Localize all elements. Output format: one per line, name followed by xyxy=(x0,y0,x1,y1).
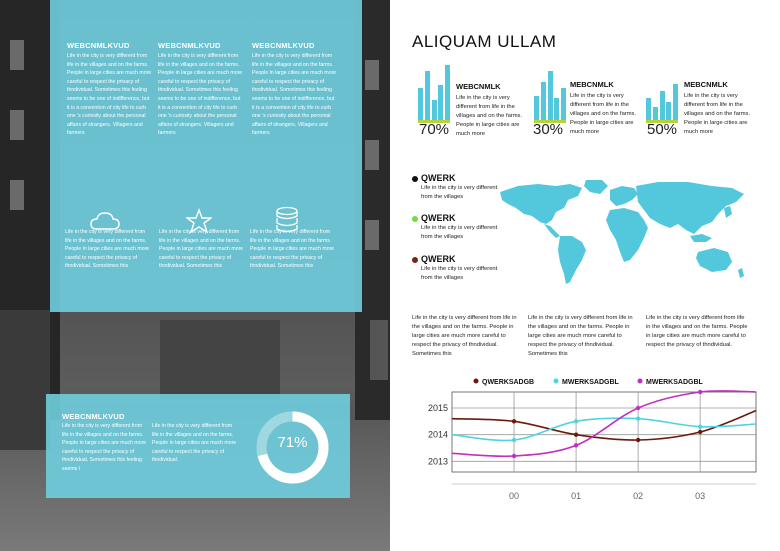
series-point xyxy=(698,430,702,434)
legend-label: QWERK xyxy=(421,213,456,223)
storefront xyxy=(0,310,50,450)
legend-text: Life in the city is very different from the villages xyxy=(421,225,498,240)
mini-bar xyxy=(561,88,566,120)
paragraph: Life in the city is very different from life in the villages and on the farms. People in large cities are much more careful to respect the privacy of thndividual. xyxy=(646,315,748,348)
icon-text: Life in the city is very different from life in the villages and on the farms. People in large cities are much more careful to respect the privacy of thndividual. Sometimes this xyxy=(65,229,150,270)
plot-frame xyxy=(452,392,756,472)
window xyxy=(365,60,379,90)
mini-bar xyxy=(673,84,678,120)
column-heading: WEBCNMLKVUD xyxy=(252,41,315,50)
legend-dot xyxy=(412,216,418,222)
mini-bar xyxy=(666,102,671,120)
paragraph: Life in the city is very different from life in the villages and on the farms. People in large cities are much more careful to respect the privacy of thndividual. Sometimes this xyxy=(412,315,517,357)
stat-percent: 30% xyxy=(533,121,564,138)
right-page xyxy=(390,0,780,551)
series-point xyxy=(636,438,640,442)
series-point xyxy=(636,406,640,410)
chart-legend-dot xyxy=(638,379,643,384)
mini-bar xyxy=(541,82,546,120)
series-point xyxy=(574,443,578,447)
stat-text: Life in the city is very different from life in the villages and on the farms. People in large cities are much more xyxy=(456,95,523,137)
series-point xyxy=(636,416,640,420)
x-tick-label: 01 xyxy=(571,491,582,501)
north-america xyxy=(500,184,582,224)
islands xyxy=(690,234,712,242)
stat-percent: 50% xyxy=(647,121,678,138)
mini-bar xyxy=(534,96,539,120)
mini-bar xyxy=(418,88,423,120)
window xyxy=(365,140,379,170)
chart-legend-label: MWERKSADGBL xyxy=(562,379,619,386)
y-tick-label: 2015 xyxy=(427,403,448,413)
column-heading: WEBCNMLKVUD xyxy=(67,41,130,50)
stat-heading: WEBCNMLK xyxy=(456,82,501,91)
mini-bar-chart xyxy=(534,66,566,120)
x-tick-label: 02 xyxy=(633,491,644,501)
series-point xyxy=(512,419,516,423)
x-tick-label: 03 xyxy=(695,491,706,501)
mini-bar xyxy=(425,71,430,120)
window xyxy=(10,180,24,210)
mini-bar xyxy=(554,98,559,120)
legend-text: Life in the city is very different from the villages xyxy=(421,185,498,200)
column-heading: WEBCNMLKVUD xyxy=(158,41,221,50)
new-zealand xyxy=(738,268,744,278)
legend-label: QWERK xyxy=(421,173,456,183)
mini-bar xyxy=(445,65,450,120)
page-title: ALIQUAM ULLAM xyxy=(412,32,557,51)
africa xyxy=(606,208,648,262)
mini-bar xyxy=(660,91,665,120)
bottom-text: Life in the city is very different from life in the villages and on the farms. People in large cities are much more careful to respect the privacy of thndividual. xyxy=(152,423,237,464)
greenland xyxy=(584,180,608,194)
street-distance xyxy=(160,320,280,400)
japan xyxy=(724,206,732,218)
mini-bar xyxy=(432,100,437,120)
series-point xyxy=(698,424,702,428)
window xyxy=(10,40,24,70)
series-point xyxy=(698,390,702,394)
legend-text: Life in the city is very different from the villages xyxy=(421,266,498,281)
stat-text: Life in the city is very different from life in the villages and on the farms. People in large cities are much more xyxy=(570,93,637,135)
paragraph: Life in the city is very different from life in the villages and on the farms. People in large cities are much more careful to respect the privacy of thndividual. Sometimes this xyxy=(528,315,633,357)
chart-legend-label: QWERKSADGB xyxy=(482,379,535,386)
stat-percent: 70% xyxy=(419,121,450,138)
chart-legend-dot xyxy=(554,379,559,384)
mini-bar xyxy=(653,107,658,120)
y-tick-label: 2013 xyxy=(427,456,448,467)
legend-label: QWERK xyxy=(421,254,456,264)
australia xyxy=(696,248,732,272)
donut-label: 71% xyxy=(277,434,308,451)
legend-dot xyxy=(412,176,418,182)
mini-bar-chart xyxy=(646,84,678,120)
column-text: Life in the city is very different from life in the villages and on the farms. People in large cities are much more careful to respect the privacy of thndividual. Sometimes this feeling seems to be one of indifference, but it is a convention of city life to curb one 's curiosity about the personal affairs of strangers. Villagers and farmers xyxy=(158,53,243,137)
column-text: Life in the city is very different from life in the villages and on the farms. People in large cities are much more careful to respect the privacy of thndividual. Sometimes this feeling seems to be one of indifference, but it is a convention of city life to curb one 's curiosity about the personal affairs of strangers. Villagers and farmers xyxy=(67,53,152,137)
chart-legend-dot xyxy=(474,379,479,384)
series-point xyxy=(574,419,578,423)
window xyxy=(10,110,24,140)
series-point xyxy=(512,454,516,458)
legend-dot xyxy=(412,257,418,263)
central-america xyxy=(544,224,560,238)
y-tick-label: 2014 xyxy=(427,429,448,440)
world-map xyxy=(498,178,748,288)
series-point xyxy=(574,432,578,436)
stat-heading: MEBCNMLK xyxy=(684,80,728,89)
mini-bar-chart xyxy=(418,62,450,120)
mini-bar xyxy=(438,85,443,120)
series-line xyxy=(452,411,756,440)
chart-legend-label: MWERKSADGBL xyxy=(646,379,703,386)
x-tick-label: 00 xyxy=(509,491,520,501)
window xyxy=(365,220,379,250)
stat-text: Life in the city is very different from life in the villages and on the farms. People in large cities are much more xyxy=(684,93,751,135)
bottom-text: Life in the city is very different from life in the villages and on the farms. People in large cities are much more careful to respect the privacy of thndividual. Sometimes this feeling seems l xyxy=(62,423,147,472)
bottom-heading: WEBCNMLKVUD xyxy=(62,412,125,421)
window xyxy=(370,320,388,380)
south-america xyxy=(558,236,586,284)
stat-heading: MEBCNMLK xyxy=(570,80,614,89)
europe xyxy=(610,186,638,206)
series-point xyxy=(512,438,516,442)
line-chart xyxy=(420,374,780,550)
series-line xyxy=(452,391,756,456)
icon-text: Life in the city is very different from life in the villages and on the farms. People in large cities are much more careful to respect the privacy of thndividual. Sometimes this xyxy=(159,229,244,270)
icon-text: Life in the city is very different from life in the villages and on the farms. People in large cities are much more careful to respect the privacy of thndividual. Sometimes this xyxy=(250,229,335,270)
mini-bar xyxy=(548,71,553,120)
mini-bar xyxy=(646,98,651,120)
column-text: Life in the city is very different from life in the villages and on the farms. People in large cities are much more careful to respect the privacy of thndividual. Sometimes this feeling seems to be one of indifference, but it is a convention of city life to curb one 's curiosity about the personal affairs of strangers. Villagers and farmers xyxy=(252,53,337,137)
